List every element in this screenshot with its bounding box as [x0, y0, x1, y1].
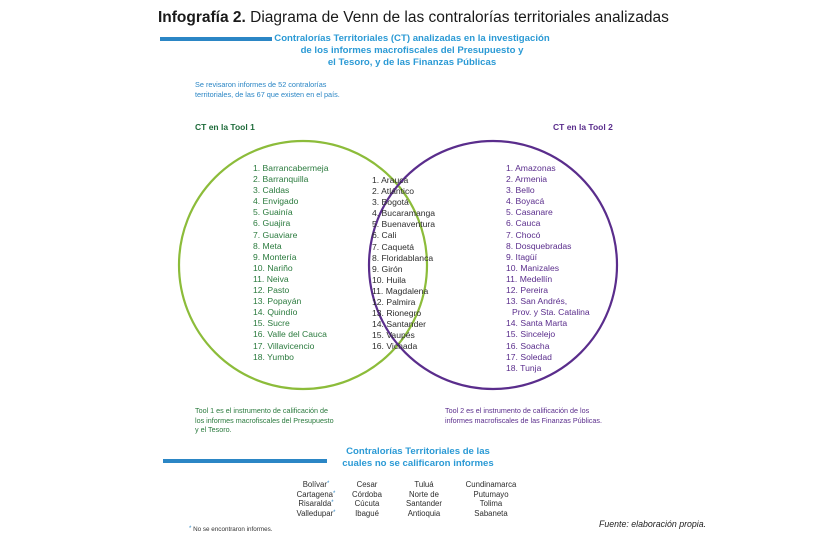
asterisk-mark: *: [333, 490, 336, 497]
subtitle-line: Contralorías Territoriales (CT) analizadas en la investigación: [274, 33, 550, 44]
not-rated-entry-name: Putumayo: [473, 489, 509, 499]
tool1-list-item: 17. Villavicencio: [253, 340, 315, 351]
not-rated-entry-name: Norte de: [409, 489, 439, 499]
tool1-list-item: 16. Valle del Cauca: [253, 329, 327, 340]
footnote-line: informes macrofiscales de las Finanzas Públicas.: [445, 415, 602, 425]
tool1-list-item: 13. Popayán: [253, 296, 302, 307]
tool2-list-item: 12. Pereira: [506, 285, 549, 296]
not-rated-column: [282, 480, 350, 518]
note-line: territoriales, de las 67 que existen en el país.: [195, 89, 340, 99]
both-tools-list-item: 14. Santander: [372, 319, 426, 330]
tool1-list: [253, 163, 328, 363]
tool1-list-item: 4. Envigado: [253, 196, 299, 207]
not-rated-column: [458, 480, 524, 518]
accent-bar-bottom: [163, 459, 327, 463]
both-tools-list-item: 4. Bucaramanga: [372, 208, 436, 219]
not-rated-title-line: cuales no se calificaron informes: [342, 458, 494, 469]
both-tools-list-item: 13. Rionegro: [372, 308, 422, 319]
footnote-line: Tool 2 es el instrumento de calificación de los: [445, 406, 590, 415]
not-rated-entry: [342, 480, 392, 490]
tool2-list-item: 13. San Andrés,: [506, 296, 568, 307]
tool2-list-item: 15. Sincelejo: [506, 329, 556, 340]
not-rated-column: [394, 480, 454, 518]
both-tools-list-item: 8. Floridablanca: [372, 252, 434, 263]
asterisk-mark: *: [331, 500, 334, 507]
infographic-title: Diagrama de Venn de las contralorías territoriales analizadas: [250, 9, 669, 26]
tool2-list-item: Prov. y Sta. Catalina: [512, 307, 590, 318]
both-tools-list-item: 9. Girón: [372, 263, 403, 274]
not-rated-entry-name: Cesar: [356, 480, 378, 489]
both-tools-list: [372, 175, 435, 353]
tool1-header: CT en la Tool 1: [195, 122, 255, 132]
not-rated-entry: [342, 509, 392, 519]
not-rated-entry-name: Ibagué: [355, 508, 379, 518]
tool1-list-item: 5. Guainía: [253, 207, 293, 218]
not-rated-entry: [458, 509, 524, 519]
subtitle-line: el Tesoro, y de las Finanzas Públicas: [327, 57, 497, 68]
both-tools-list-item: 5. Buenaventura: [372, 219, 436, 230]
infographic-label: Infografía 2.: [158, 9, 246, 26]
tool1-list-item: 2. Barranquilla: [253, 174, 309, 185]
note-line: Se revisaron informes de 52 contralorías: [195, 80, 327, 89]
both-tools-list-item: 3. Bogotá: [372, 197, 409, 208]
not-rated-entry-name: Cúcuta: [354, 499, 380, 509]
tool2-list-item: 16. Soacha: [506, 340, 550, 351]
not-rated-entry-name: Antioquia: [407, 508, 441, 518]
not-rated-entry-name: Bolívar: [302, 480, 327, 489]
not-rated-entry: [282, 499, 350, 509]
not-rated-entry: [394, 480, 454, 490]
tool2-list-item: 1. Amazonas: [506, 163, 556, 173]
not-rated-entry: [282, 480, 350, 490]
tool2-list-item: 10. Manizales: [506, 262, 560, 273]
not-rated-entry-name: Córdoba: [352, 489, 382, 499]
not-rated-entry: [394, 490, 454, 500]
not-rated-entry: [282, 490, 350, 500]
tool1-list-item: 15. Sucre: [253, 318, 290, 329]
asterisk-footnote: [189, 526, 273, 533]
footnote-line: y el Tesoro.: [195, 425, 232, 434]
tool2-list-item: 8. Dosquebradas: [506, 240, 572, 251]
both-tools-list-item: 11. Magdalena: [372, 285, 429, 296]
tool2-list-item: 4. Boyacá: [506, 196, 545, 207]
tool1-list-item: 10. Nariño: [253, 262, 293, 273]
tool1-list-item: 8. Meta: [253, 240, 282, 251]
not-rated-entry-name: Sabaneta: [474, 508, 508, 518]
not-rated-entry-name: Tolima: [479, 499, 503, 509]
footnote-line: Tool 1 es el instrumento de calificación de: [195, 406, 329, 415]
both-tools-list-item: 2. Atlántico: [372, 186, 415, 197]
tool2-list-item: 2. Armenia: [506, 174, 548, 185]
tool1-list-item: 9. Montería: [253, 251, 297, 262]
tool2-list-item: 14. Santa Marta: [506, 318, 568, 329]
tool1-list-item: 3. Caldas: [253, 185, 290, 196]
not-rated-entry-name: Cundinamarca: [465, 480, 517, 489]
not-rated-entry-name: Santander: [406, 499, 442, 509]
not-rated-entry: [394, 509, 454, 519]
not-rated-title: [318, 446, 518, 470]
asterisk-mark: *: [189, 526, 192, 532]
not-rated-column: [342, 480, 392, 518]
both-tools-list-item: 10. Huila: [372, 274, 406, 285]
tool2-list-item: 17. Soledad: [506, 351, 552, 362]
tool1-list-item: 18. Yumbo: [253, 351, 294, 362]
not-rated-entry: [282, 509, 350, 519]
tool2-list-item: 3. Bello: [506, 185, 535, 196]
not-rated-entry: [458, 490, 524, 500]
footnote-text: No se encontraron informes.: [193, 526, 273, 533]
tool2-list-item: 6. Cauca: [506, 218, 541, 229]
tool1-list-item: 12. Pasto: [253, 285, 290, 296]
tool2-footnote: [445, 406, 645, 425]
not-rated-entry: [458, 499, 524, 509]
tool2-list-item: 7. Chocó: [506, 229, 541, 240]
not-rated-entry-name: Tuluá: [414, 480, 434, 489]
footnote-line: los informes macrofiscales del Presupuesto: [195, 415, 334, 425]
tool2-list-item: 18. Tunja: [506, 362, 542, 373]
both-tools-list-item: 12. Palmira: [372, 297, 416, 308]
both-tools-list-item: 15. Vaupés: [372, 330, 415, 341]
asterisk-mark: *: [333, 509, 336, 516]
source-note: Fuente: elaboración propia.: [599, 519, 707, 529]
not-rated-entry-name: Valledupar: [296, 508, 334, 518]
tool2-list: [506, 163, 590, 374]
tool1-list-item: 1. Barrancabermeja: [253, 163, 329, 173]
tool1-list-item: 11. Neiva: [253, 273, 289, 284]
tool1-footnote: [195, 406, 395, 435]
tool1-list-item: 7. Guaviare: [253, 229, 298, 240]
both-tools-list-item: 7. Caquetá: [372, 241, 415, 252]
both-tools-list-item: 16. Vichada: [372, 341, 418, 352]
asterisk-mark: *: [326, 481, 330, 487]
not-rated-entry: [342, 490, 392, 500]
both-tools-list-item: 1. Arauca: [372, 175, 409, 185]
not-rated-entry: [394, 499, 454, 509]
not-rated-entry-name: Cartagena: [296, 489, 334, 499]
not-rated-entry: [342, 499, 392, 509]
tool2-list-item: 9. Itagüí: [506, 251, 538, 262]
tool2-list-item: 5. Casanare: [506, 207, 553, 218]
not-rated-title-line: Contralorías Territoriales de las: [346, 446, 490, 457]
both-tools-list-item: 6. Cali: [372, 230, 397, 241]
tool1-list-item: 14. Quindío: [253, 307, 298, 318]
not-rated-entry: [458, 480, 524, 490]
not-rated-entry-name: Risaralda: [298, 499, 332, 509]
tool2-list-item: 11. Medellín: [506, 273, 553, 284]
subtitle-line: de los informes macrofiscales del Presupuesto y: [300, 45, 524, 56]
tool1-list-item: 6. Guajira: [253, 218, 291, 229]
tool2-header: CT en la Tool 2: [553, 122, 613, 132]
